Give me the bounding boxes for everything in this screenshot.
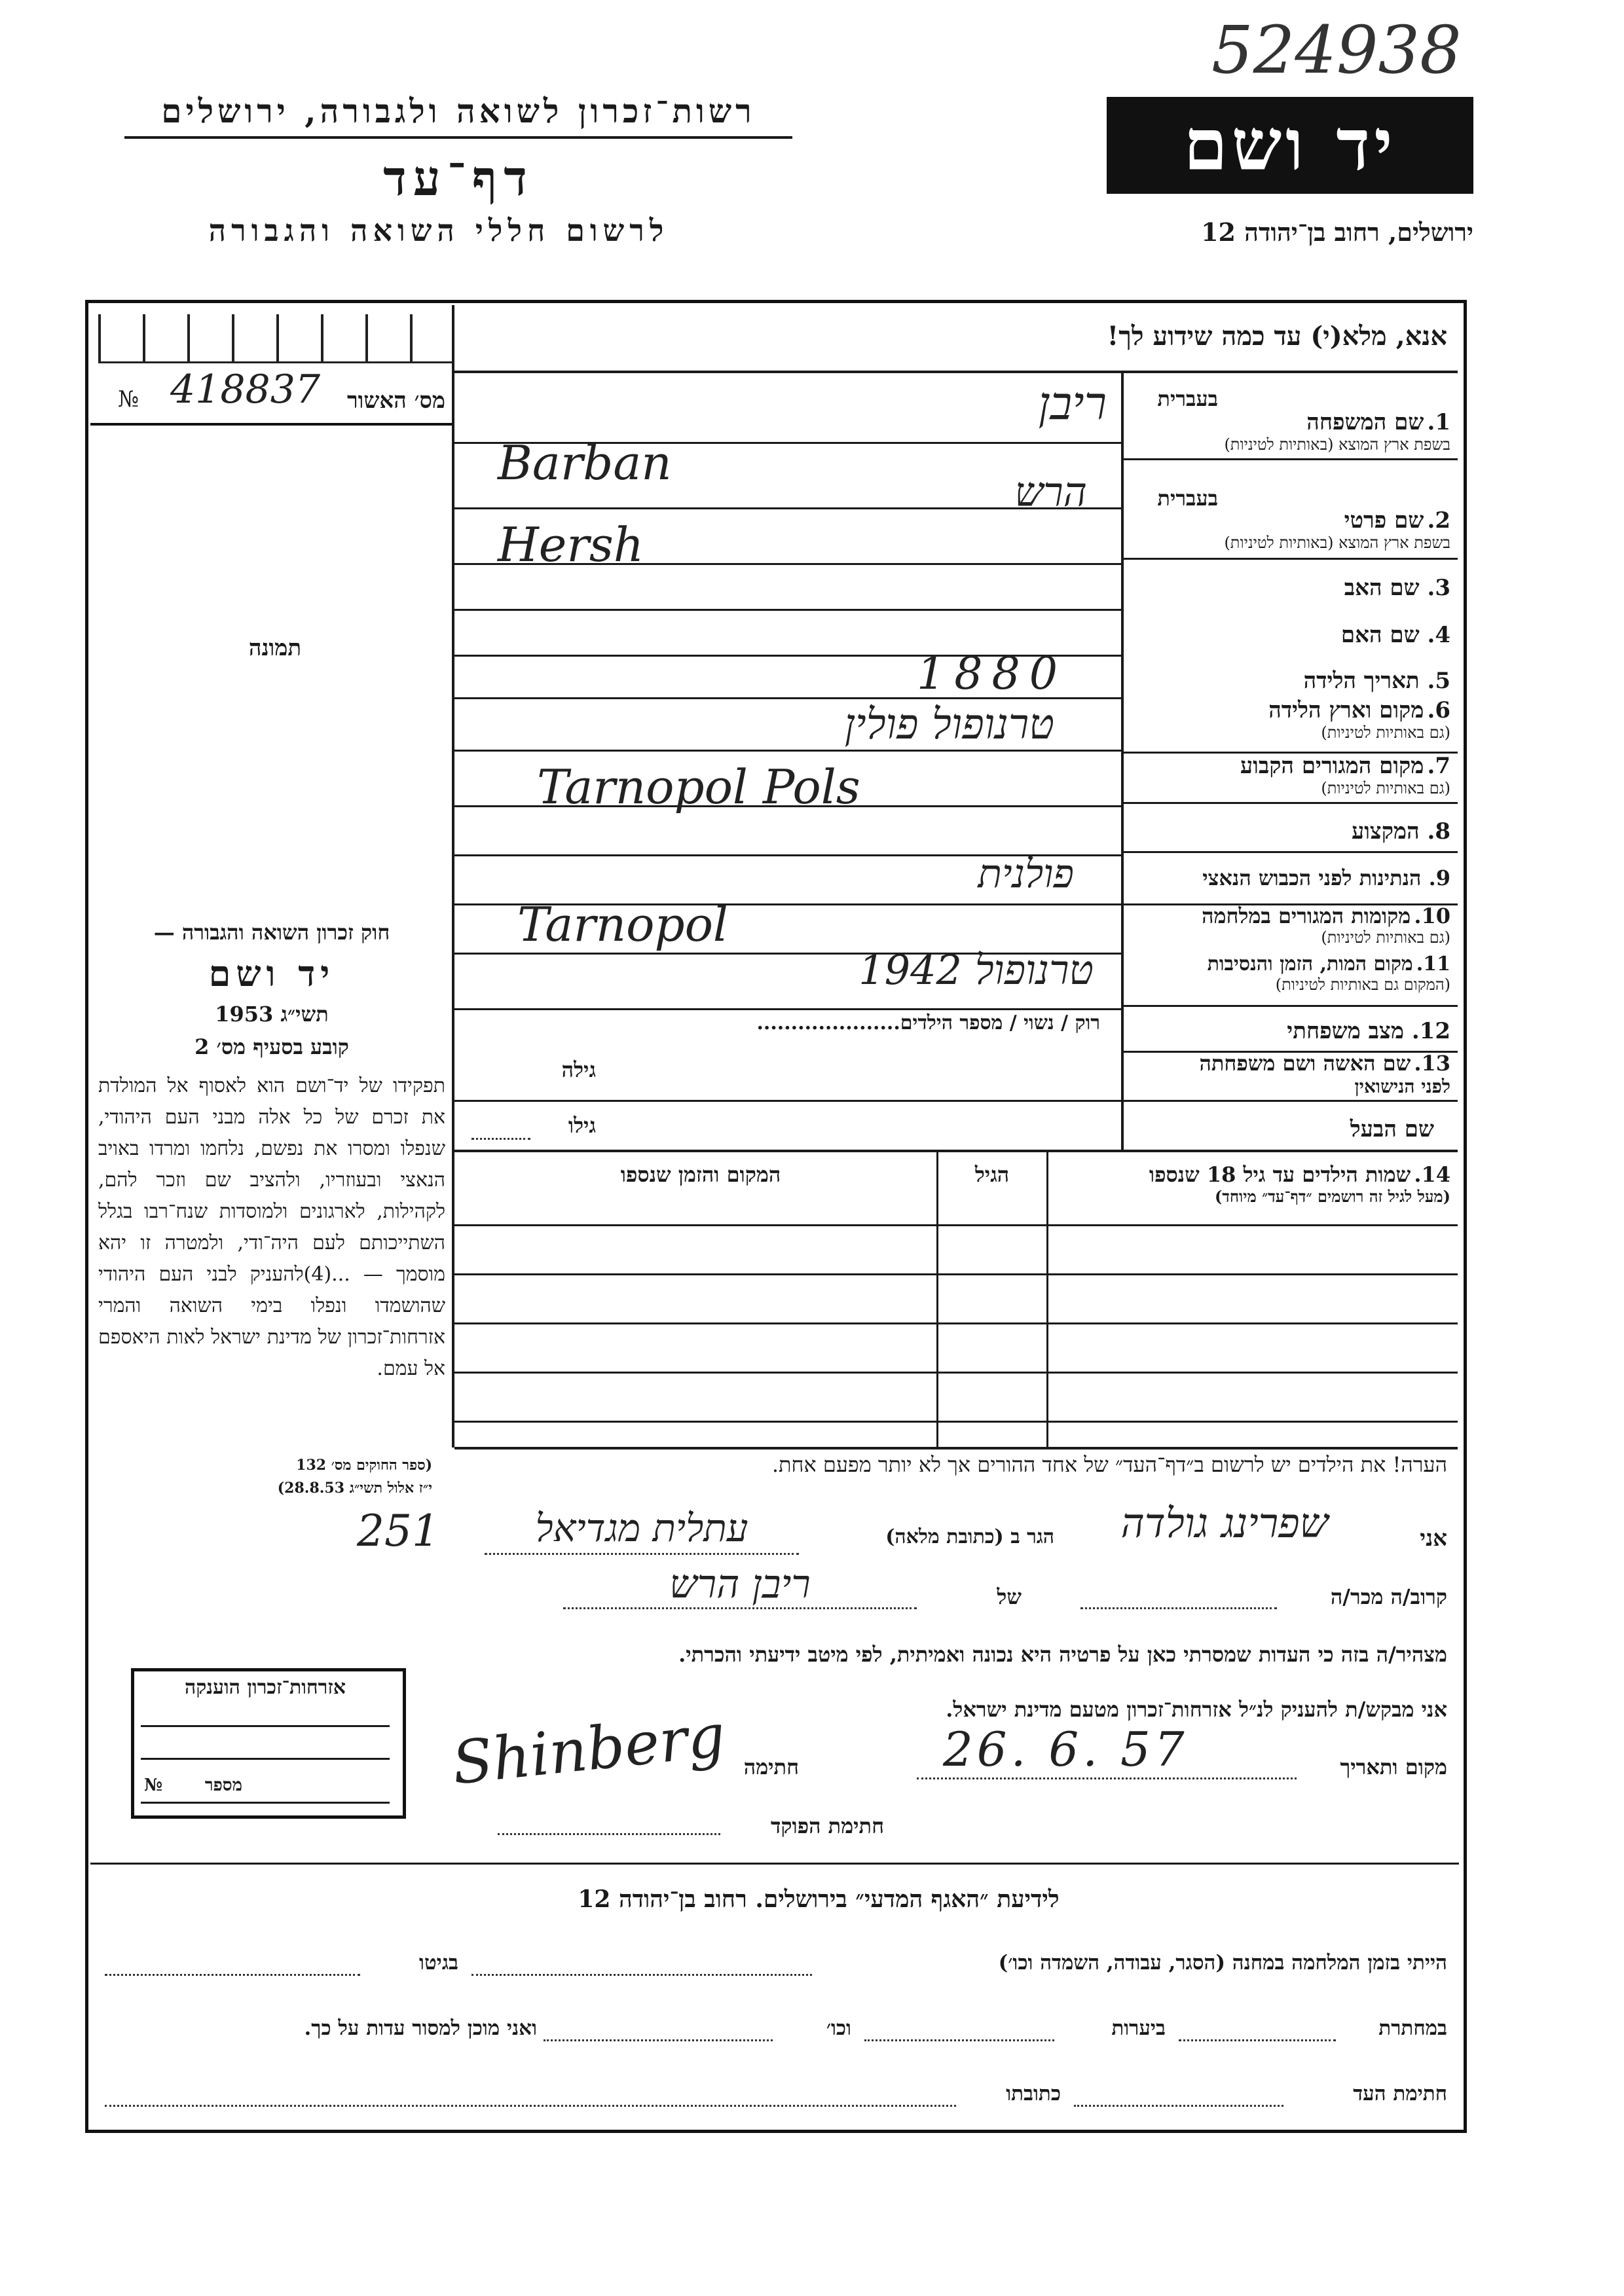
field-label: מצב משפחתי [1287, 1018, 1404, 1044]
field-9-label [1126, 866, 1450, 890]
row-rule [454, 1008, 1121, 1010]
field-sublabel: (גם באותיות לטיניות) [1321, 928, 1450, 947]
hebrew-label-1: בעברית [1157, 386, 1218, 411]
field-number: 11. [1416, 953, 1450, 975]
children-age-header: הגיל [974, 1162, 1010, 1187]
row-rule [454, 1100, 1121, 1102]
law-year: תשי״ג 1953 [215, 1002, 329, 1027]
field-label: תאריך הלידה [1303, 668, 1420, 694]
witness-name-value: שפרינג גולדה [1120, 1499, 1329, 1547]
footer-line2-b: ביערות [1111, 2016, 1166, 2040]
field-sublabel: בשפת ארץ המוצא (באותיות לטיניות) [1224, 534, 1450, 552]
official-signature-dots [498, 1833, 720, 1835]
field-label: שם האשה ושם משפחתה [1199, 1051, 1411, 1076]
footer-line1-dots [471, 1974, 812, 1976]
of-value: ריבן הרש [669, 1561, 811, 1607]
children-label [1054, 1162, 1450, 1207]
header-address: ירושלים, רחוב בן־יהודה 12 [1201, 217, 1473, 247]
children-row-rule [454, 1372, 1458, 1374]
field-sublabel: (גם באותיות לטיניות) [1321, 779, 1450, 797]
relative-dots [1080, 1607, 1277, 1609]
footer-line3b-dots [105, 2105, 956, 2107]
relative-label: קרוב/ה מכר/ה [1330, 1584, 1447, 1609]
field-sublabel: בשפת ארץ המוצא (באותיות לטיניות) [1224, 435, 1450, 454]
field-sublabel: (גם באותיות לטיניות) [1321, 723, 1450, 742]
form-title: דף־עד [383, 151, 534, 207]
footer-line3a-dots [1074, 2105, 1283, 2107]
citizenship-number-rule [141, 1802, 390, 1804]
field-7-label [1126, 753, 1450, 798]
field-number: 4. [1427, 622, 1450, 648]
children-table-bottom [454, 1447, 1458, 1449]
citizenship-number-sign: № [144, 1776, 163, 1795]
footer-line1-a: הייתי בזמן המלחמה במחנה (הסגר, עבודה, השמדה וכו׳) [998, 1951, 1447, 1975]
label-rule [1124, 802, 1458, 804]
law-title: חוק זכרון השואה והגבורה — [153, 920, 390, 945]
date-value: 26. 6. 57 [943, 1722, 1189, 1777]
label-rule [1124, 1005, 1458, 1007]
row-rule [454, 609, 1121, 611]
declaration-request: אני מבקש/ת להעניק לנ״ל אזרחות־זכרון מטעם מדינת ישראל. [946, 1697, 1447, 1722]
law-clause: קובע בסעיף מס׳ 2 [194, 1034, 349, 1059]
signature-value: Shinberg [449, 1701, 729, 1798]
approval-ticks [98, 314, 452, 363]
wife-age-label: גילה [561, 1057, 596, 1082]
field-5-label [1126, 668, 1450, 694]
field-sublabel: (המקום גם באותיות לטיניות) [1275, 975, 1450, 994]
children-place-header: המקום והזמן שנספו [620, 1162, 781, 1187]
wartime-residence-value: Tarnopol [517, 897, 728, 952]
label-rule [1124, 851, 1458, 853]
field-label: מקום וארץ הלידה [1268, 697, 1424, 723]
field-13-label [1126, 1051, 1450, 1098]
children-row-rule [454, 1273, 1458, 1275]
surname-hebrew-value: ריבן [1038, 376, 1107, 430]
label-rule [1124, 1100, 1458, 1102]
footer-line2a-dots [1179, 2039, 1336, 2041]
children-header-rule [454, 1224, 1458, 1226]
footer-line2-c: וכו׳ [826, 2016, 851, 2040]
field-number: 3. [1427, 575, 1450, 601]
witness-address-value: עתלית מגדיאל [535, 1506, 748, 1550]
field-label: המקצוע [1351, 818, 1420, 845]
section-rule [454, 1150, 1458, 1152]
field-number: 14. [1414, 1162, 1450, 1187]
birthdate-value: 1880 [917, 648, 1067, 700]
footer-title: לידיעת ״האגף המדעי״ בירושלים. רחוב בן־יהודה 12 [578, 1886, 1060, 1913]
footer-separator [90, 1863, 1459, 1865]
footer-line2c-dots [544, 2039, 773, 2041]
field-sublabel: (מעל לגיל זה רושמים ״דף־עד״ מיוחד) [1214, 1187, 1450, 1206]
intro-rule [452, 371, 1458, 373]
photo-label: תמונה [248, 635, 302, 661]
field-number: 13. [1414, 1051, 1450, 1076]
field-number: 2. [1427, 507, 1450, 534]
citizenship-rule [141, 1725, 390, 1727]
field-6-label [1126, 697, 1450, 742]
residing-label: הגר ב (כתובת מלאה) [885, 1525, 1054, 1548]
row-rule [454, 750, 1121, 752]
children-row-rule [454, 1421, 1458, 1423]
footer-line2-d: ואני מוכן למסור עדות על כך. [304, 2016, 537, 2040]
field-label: שם האם [1340, 622, 1420, 648]
children-note: הערה! את הילדים יש לרשום ב״דף־העד״ של אחד ההורים אך לא יותר מפעם אחת. [771, 1452, 1447, 1477]
field-number: 12. [1411, 1018, 1450, 1044]
field-number: 7. [1427, 753, 1450, 779]
label-rule [1124, 558, 1458, 560]
field-12-label [1126, 1018, 1450, 1044]
of-label: של [997, 1584, 1022, 1609]
marital-options: רוק / נשוי / מספר הילדים..................... [756, 1011, 1100, 1034]
children-row-rule [454, 1322, 1458, 1324]
field-1-label [1126, 409, 1450, 454]
footer-line1b-dots [105, 1974, 360, 1976]
law-reference-2: י״ז אלול תשי״ג 28.8.53) [277, 1480, 432, 1497]
footer-line3-b: כתובתו [1006, 2082, 1061, 2105]
field-10-label [1126, 903, 1450, 947]
declaration-statement: מצהיר/ה בזה כי העדות שמסרתי כאן על פרטיה היא נכונה ואמיתית, לפי מיטב ידיעתי והכרתי. [678, 1642, 1447, 1667]
field-label: הנתינות לפני הכבוש הנאצי [1202, 866, 1422, 890]
field-label: מקום המות, הזמן והנסיבות [1207, 953, 1413, 975]
field-8-label [1126, 818, 1450, 845]
field-label: שם האב [1344, 575, 1420, 601]
law-name: יד ושם [208, 953, 335, 994]
field-11-label [1126, 953, 1450, 994]
declarant-i-label: אני [1420, 1525, 1447, 1552]
footer-line1-b: בגיטו [419, 1951, 458, 1975]
field-2-label [1126, 507, 1450, 553]
field-number: 9. [1428, 866, 1450, 890]
footer-line2b-dots [864, 2039, 1054, 2041]
husband-age-label: גילו [568, 1113, 596, 1138]
label-rule [1124, 458, 1458, 460]
field-label: מקום המגורים הקבוע [1240, 753, 1424, 779]
institution-name: רשות־זכרון לשואה ולגבורה, ירושלים [161, 92, 756, 130]
field-number: 1. [1427, 409, 1450, 435]
signature-label: חתימה [743, 1755, 799, 1779]
logo-text: יד ושם [1183, 104, 1397, 187]
approval-prefix: № [118, 386, 139, 412]
husband-label: שם הבעל [1350, 1116, 1434, 1142]
date-dots [917, 1777, 1297, 1779]
death-place-value: טרנופול 1942 [858, 946, 1094, 994]
yad-vashem-logo [1107, 97, 1473, 194]
residence-value: Tarnopol Pols [537, 759, 860, 814]
birthplace-value: טרנופול פולין [844, 701, 1054, 749]
approval-label: מס׳ האשור [346, 388, 445, 414]
children-col-divider-2 [1046, 1152, 1048, 1447]
citizenship-number-label: מספר [204, 1776, 242, 1795]
footer-line2-a: במחתרת [1378, 2016, 1447, 2040]
field-number: 5. [1427, 668, 1450, 694]
law-reference-1: (ספר החוקים מס׳ 132 [296, 1457, 432, 1474]
field-label: מקומות המגורים במלחמה [1202, 903, 1411, 928]
field-label: שם פרטי [1344, 507, 1424, 534]
surname-latin-value: Barban [498, 435, 672, 490]
firstname-latin-value: Hersh [498, 517, 644, 572]
firstname-hebrew-value: הרש [1014, 468, 1087, 516]
nationality-value: פולנית [978, 851, 1074, 897]
of-dots [563, 1607, 917, 1609]
witness-address-dots [485, 1553, 799, 1555]
field-3-label [1126, 575, 1450, 601]
approval-value: 418837 [170, 367, 321, 412]
place-date-label: מקום ותאריך [1340, 1755, 1447, 1779]
hebrew-label-2: בעברית [1157, 486, 1218, 511]
photo-column-divider [452, 305, 454, 1448]
header-rule [124, 136, 792, 139]
footer-line3-a: חתימת העד [1353, 2082, 1447, 2105]
husband-age-dots [471, 1138, 530, 1140]
field-label: שמות הילדים עד גיל 18 שנספו [1149, 1162, 1411, 1187]
law-text: תפקידו של יד־ושם הוא לאסוף אל המולדת את זכרם של כל אלה מבני העם היהודי, שנפלו ומסרו את נפשם, נלחמו ומרדו באויב הנאצי ובעוזריו, ולהציב שם וזכר להם, לקהילות, לארגונים ולמוסדות שנח־רבו בגלל השתייכותם לעם היה־ודי, ולמטרה זו יהא מוסמך — ...(4)להעניק לבני העם היהודי שהושמדו ונפלו בימי השואה והמרי אזרחות־זכרון של מדינת ישראל לאות היאספם אל עמם. [98, 1074, 446, 1380]
citizenship-title: אזרחות־זכרון הוענקה [184, 1676, 346, 1699]
citizenship-rule [141, 1758, 390, 1760]
field-label: שם המשפחה [1306, 409, 1424, 435]
handwritten-number: 251 [357, 1506, 439, 1556]
catalog-number: 524938 [1211, 12, 1462, 88]
form-intro: אנא, מלא(י) עד כמה שידוע לך! [1107, 321, 1447, 352]
official-signature-label: חתימת הפוקד [771, 1813, 884, 1838]
field-4-label [1126, 622, 1450, 648]
label-column-divider [1121, 371, 1124, 1150]
children-col-divider-1 [936, 1152, 938, 1447]
field-number: 8. [1427, 818, 1450, 845]
form-subtitle: לרשום חללי השואה והגבורה [208, 213, 669, 248]
field-sublabel: לפני הנישואין [1354, 1076, 1450, 1097]
field-number: 6. [1427, 697, 1450, 723]
field-number: 10. [1414, 903, 1450, 928]
